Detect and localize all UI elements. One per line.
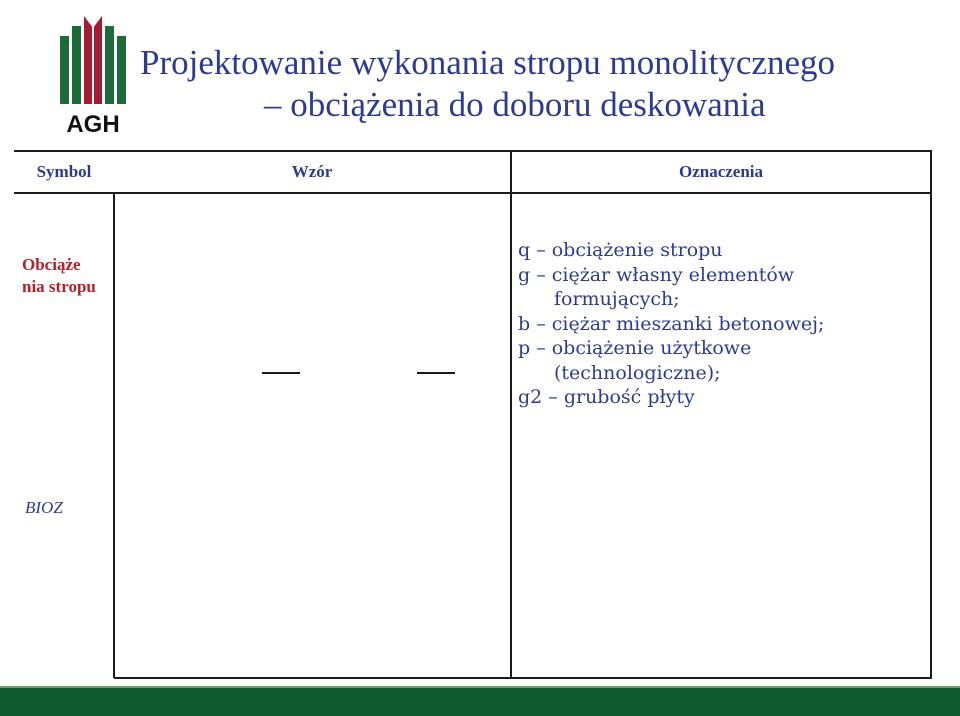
row-label-bioz: BIOZ (25, 498, 63, 517)
table-rule-bottom (114, 677, 932, 679)
title-line-1: Projektowanie wykonania stropu monolitycznego (140, 43, 835, 82)
logo-text: AGH (66, 111, 120, 138)
table-col-divider-2 (510, 150, 512, 678)
logo-bar (105, 26, 114, 104)
notation-item (518, 312, 918, 337)
slide-title (140, 42, 950, 126)
table-col-divider-1 (113, 192, 115, 678)
notation-item (518, 238, 918, 263)
logo-bar (94, 16, 102, 104)
notation-continuation: (technologiczne); (554, 361, 721, 384)
table-rule-header (14, 192, 932, 194)
agh-logo (58, 14, 130, 138)
notation-text: g – ciężar własny elementów (518, 263, 795, 286)
row-label-load: Obciąże nia stropu (22, 255, 96, 296)
notation-list (518, 238, 918, 410)
table-col-divider-3 (930, 150, 932, 678)
logo-bar (60, 36, 69, 104)
header-formula: Wzór (291, 162, 333, 181)
notation-text: g2 – grubość płyty (518, 386, 695, 408)
formula-fraction-bar (262, 372, 300, 374)
notation-item (518, 336, 918, 385)
title-line-2: – obciążenia do doboru deskowania (264, 85, 766, 124)
table-rule-top (14, 150, 932, 152)
notation-item (518, 263, 918, 312)
notation-item (518, 385, 918, 410)
logo-bar (72, 26, 81, 104)
logo-bar (117, 36, 126, 104)
notation-text: b – ciężar mieszanki betonowej; (518, 312, 825, 335)
logo-bar (84, 16, 92, 104)
notation-continuation: formujących; (554, 288, 680, 310)
header-symbol: Symbol (36, 162, 92, 181)
notation-text: p – obciążenie użytkowe (518, 337, 752, 359)
formula-fraction-bar (417, 372, 455, 374)
footer-bar (0, 688, 960, 716)
header-notation: Oznaczenia (678, 162, 764, 181)
notation-text: q – obciążenie stropu (518, 239, 723, 261)
